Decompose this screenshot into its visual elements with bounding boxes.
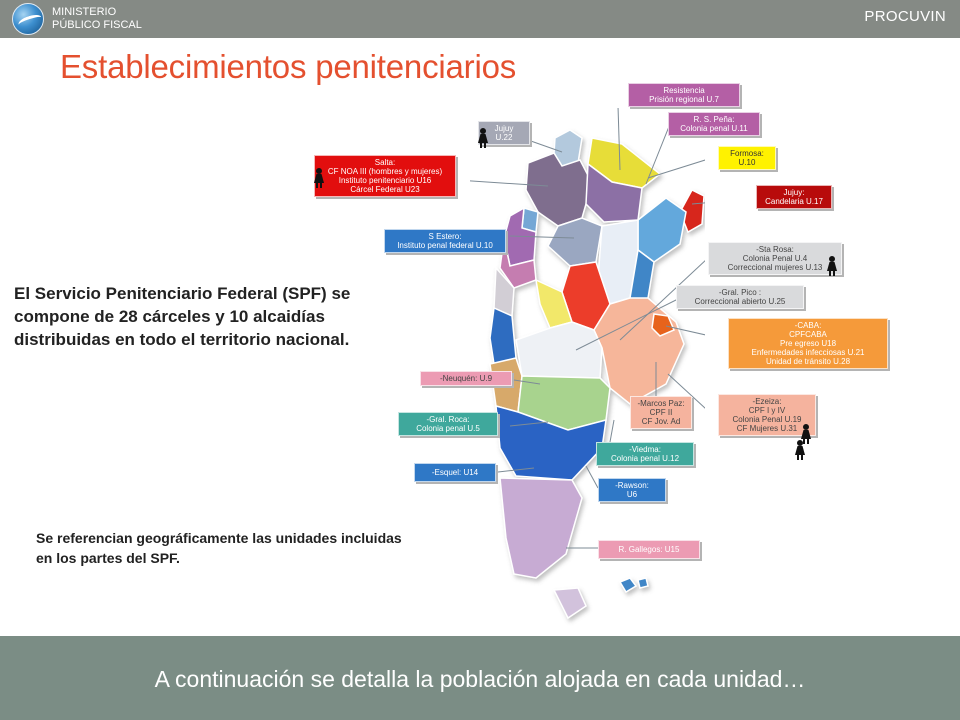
islas-malvinas-east: [638, 578, 648, 588]
label-jujuy-22: Jujuy U.22: [478, 121, 530, 145]
label-rs-pena: R. S. Peña: Colonia penal U.11: [668, 112, 760, 136]
label-ezeiza: -Ezeiza: CPF I y IV Colonia Penal U.19 CF Mujeres U.31: [718, 394, 816, 436]
person-icon: [313, 168, 325, 188]
spf-description: El Servicio Penitenciario Federal (SPF) se compone de 28 cárceles y 10 alcaidías distribuidas en todo el territorio nacional.: [14, 284, 351, 349]
label-rio-gallegos: R. Gallegos: U15: [598, 540, 700, 559]
province-la-pampa: [516, 322, 602, 378]
organization-name: [52, 6, 142, 32]
label-marcos-paz: -Marcos Paz: CPF II CF Jov. Ad: [630, 396, 692, 429]
islas-malvinas: [620, 578, 636, 592]
label-resistencia: Resistencia Prisión regional U.7: [628, 83, 740, 107]
label-gral-pico: -Gral. Pico : Correccional abierto U.25: [676, 285, 804, 309]
org-line-2: PÚBLICO FISCAL: [52, 19, 142, 31]
label-salta: Salta: CF NOA III (hombres y mujeres) Instituto penitenciario U16 Cárcel Federal U23: [314, 155, 456, 197]
person-icon: [826, 256, 838, 276]
org-line-1: MINISTERIO: [52, 6, 117, 18]
reference-note: Se referencian geográficamente las unidades incluidas en los partes del SPF.: [36, 530, 402, 566]
footer-text: A continuación se detalla la población alojada en cada unidad…: [154, 666, 806, 692]
label-santiago-del-estero: S Estero: Instituto penal federal U.10: [384, 229, 506, 253]
label-rawson: -Rawson: U6: [598, 478, 666, 502]
slide-title: Establecimientos penitenciarios: [60, 48, 517, 85]
connector-rawson: [586, 466, 598, 488]
person-icon: [477, 128, 489, 148]
header-bar: [0, 0, 960, 38]
person-icon: [794, 440, 806, 460]
province-mendoza: [490, 308, 516, 364]
label-caba: -CABA: CPFCABA Pre egreso U18 Enfermedades infecciosas U.21 Unidad de tránsito U.28: [728, 318, 888, 369]
label-formosa: Formosa: U.10: [718, 146, 776, 170]
province-santa-cruz: [500, 478, 582, 578]
province-tierra-del-fuego: [554, 588, 586, 618]
label-santa-rosa: -Sta Rosa: Colonia Penal U.4 Correccional mujeres U.13: [708, 242, 842, 275]
label-jujuy-17: Jujuy: Candelaria U.17: [756, 185, 832, 209]
label-viedma: -Viedma: Colonia penal U.12: [596, 442, 694, 466]
label-esquel: -Esquel: U14: [414, 463, 496, 482]
label-neuquen: -Neuquén: U.9: [420, 371, 512, 386]
label-gral-roca: -Gral. Roca: Colonia penal U.5: [398, 412, 498, 436]
footer-bar: [0, 636, 960, 720]
brand-label: PROCUVIN: [864, 8, 946, 25]
ministry-logo-icon: [12, 3, 44, 35]
connector-viedma: [610, 420, 614, 442]
province-corrientes: [638, 198, 686, 262]
